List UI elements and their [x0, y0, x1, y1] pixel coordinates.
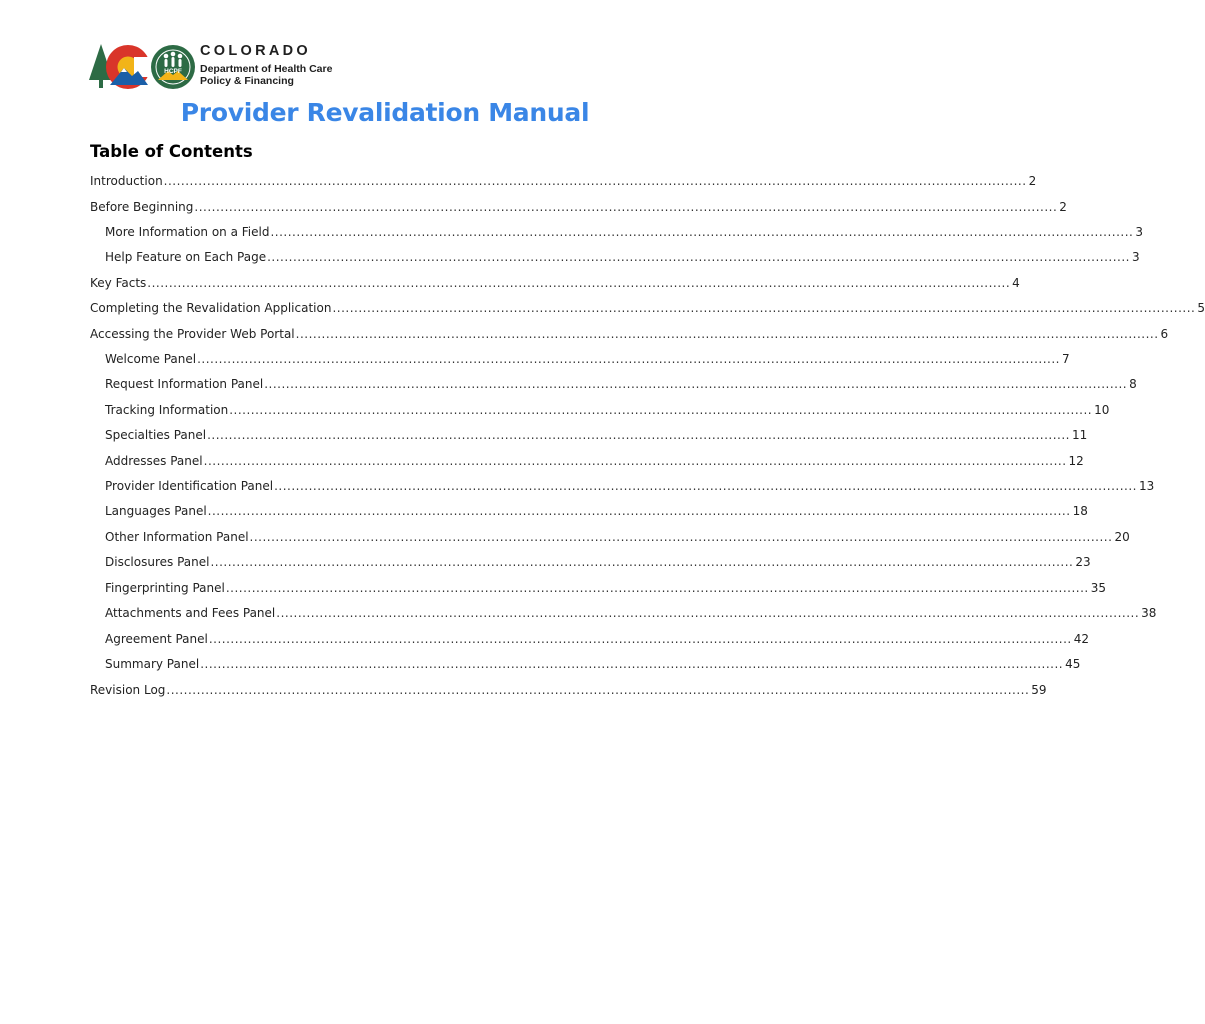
toc-leader: ........................................................................................................................................................................................................: [249, 530, 1113, 544]
toc-entry[interactable]: [105, 426, 1088, 444]
toc-entry[interactable]: [105, 502, 1088, 520]
toc-leader: ........................................................................................................................................................................................................: [332, 301, 1196, 315]
toc-entry-page: 42: [1073, 632, 1090, 646]
toc-entry[interactable]: [105, 477, 1155, 495]
toc-entry[interactable]: [90, 325, 1169, 343]
toc-entry[interactable]: [90, 299, 1205, 317]
toc-entry-page: 59: [1031, 683, 1047, 697]
toc-entry-label: Welcome Panel: [105, 352, 197, 366]
toc-leader: ........................................................................................................................................................................................................: [203, 454, 1067, 468]
toc-leader: ........................................................................................................................................................................................................: [194, 200, 1058, 214]
toc-entry[interactable]: [105, 223, 1143, 241]
toc-leader: ........................................................................................................................................................................................................: [276, 606, 1140, 620]
logo-state-name: COLORADO: [200, 43, 311, 59]
toc-entry-page: 3: [1132, 250, 1140, 264]
document-title: Provider Revalidation Manual: [180, 98, 590, 127]
toc-entry-page: 35: [1090, 581, 1107, 595]
toc-entry-label: Help Feature on Each Page: [105, 250, 267, 264]
toc-leader: ........................................................................................................................................................................................................: [210, 555, 1074, 569]
toc-entry[interactable]: [105, 452, 1084, 470]
toc-leader: ........................................................................................................................................................................................................: [274, 479, 1137, 493]
logo-dept-line1: Department of Health Care: [200, 63, 333, 75]
toc-entry-label: Other Information Panel: [105, 530, 249, 544]
toc-entry-page: 45: [1065, 657, 1081, 671]
toc-entry-page: 20: [1114, 530, 1130, 544]
toc-entry-label: Languages Panel: [105, 504, 207, 518]
toc-entry[interactable]: [105, 630, 1090, 648]
toc-entry-label: Before Beginning: [90, 200, 194, 214]
toc-entry-label: Fingerprinting Panel: [105, 581, 225, 595]
toc-entry-label: Attachments and Fees Panel: [105, 606, 276, 620]
toc-entry-page: 12: [1068, 454, 1084, 468]
toc-leader: ........................................................................................................................................................................................................: [267, 250, 1130, 264]
toc-entry-label: Introduction: [90, 174, 163, 188]
toc-entry-page: 2: [1028, 174, 1037, 188]
toc-entry-page: 10: [1094, 403, 1110, 417]
toc-leader: ........................................................................................................................................................................................................: [207, 504, 1071, 518]
toc-entry-label: Agreement Panel: [105, 632, 208, 646]
toc-entry-page: 4: [1012, 276, 1020, 290]
toc-leader: ........................................................................................................................................................................................................: [264, 377, 1128, 391]
hcpf-badge-text: HCPF: [164, 68, 182, 75]
toc-leader: ........................................................................................................................................................................................................: [208, 632, 1072, 646]
toc-leader: ........................................................................................................................................................................................................: [166, 683, 1030, 697]
toc-entry-label: Request Information Panel: [105, 377, 264, 391]
toc-entry-label: Specialties Panel: [105, 428, 207, 442]
toc-entry-label: Tracking Information: [105, 403, 229, 417]
toc-entry-page: 7: [1061, 352, 1070, 366]
toc-entry[interactable]: [105, 528, 1130, 546]
toc-entry[interactable]: [90, 172, 1037, 190]
toc-entry[interactable]: [105, 248, 1140, 266]
toc-entry-label: More Information on a Field: [105, 225, 270, 239]
toc-leader: ........................................................................................................................................................................................................: [270, 225, 1134, 239]
toc-entry-label: Revision Log: [90, 683, 166, 697]
toc-entry-page: 3: [1135, 225, 1143, 239]
toc-leader: ........................................................................................................................................................................................................: [163, 174, 1027, 188]
toc-leader: ........................................................................................................................................................................................................: [225, 581, 1089, 595]
toc-entry[interactable]: [105, 579, 1107, 597]
toc-entry-page: 23: [1075, 555, 1091, 569]
toc-entry-label: Summary Panel: [105, 657, 200, 671]
toc-entry-label: Addresses Panel: [105, 454, 203, 468]
toc-entry-page: 5: [1197, 301, 1205, 315]
toc-leader: ........................................................................................................................................................................................................: [295, 327, 1159, 341]
toc-entry-page: 38: [1141, 606, 1157, 620]
toc-entry-page: 6: [1160, 327, 1169, 341]
toc-entry-page: 8: [1129, 377, 1137, 391]
toc-entry[interactable]: [105, 375, 1137, 393]
toc-entry[interactable]: [90, 681, 1047, 699]
logo-dept-line2: Policy & Financing: [200, 75, 294, 87]
toc-entry-label: Key Facts: [90, 276, 147, 290]
toc-entry[interactable]: [90, 274, 1020, 292]
toc-entry[interactable]: [105, 553, 1091, 571]
toc-entry[interactable]: [105, 401, 1110, 419]
toc-leader: ........................................................................................................................................................................................................: [197, 352, 1060, 366]
toc-entry-label: Accessing the Provider Web Portal: [90, 327, 295, 341]
toc-entry-page: 2: [1059, 200, 1067, 214]
toc-entry[interactable]: [90, 198, 1067, 216]
toc-entry-page: 13: [1138, 479, 1155, 493]
toc-entry-label: Disclosures Panel: [105, 555, 210, 569]
toc-entry[interactable]: [105, 350, 1070, 368]
toc-heading: Table of Contents: [90, 142, 253, 161]
toc-entry-page: 18: [1072, 504, 1088, 518]
toc-entry-page: 11: [1072, 428, 1088, 442]
toc-entry[interactable]: [105, 655, 1081, 673]
toc-entry-label: Provider Identification Panel: [105, 479, 274, 493]
toc-entry[interactable]: [105, 604, 1157, 622]
toc-leader: ........................................................................................................................................................................................................: [147, 276, 1011, 290]
toc-entry-label: Completing the Revalidation Application: [90, 301, 332, 315]
toc-leader: ........................................................................................................................................................................................................: [200, 657, 1064, 671]
toc-leader: ........................................................................................................................................................................................................: [229, 403, 1093, 417]
toc-leader: ........................................................................................................................................................................................................: [207, 428, 1070, 442]
